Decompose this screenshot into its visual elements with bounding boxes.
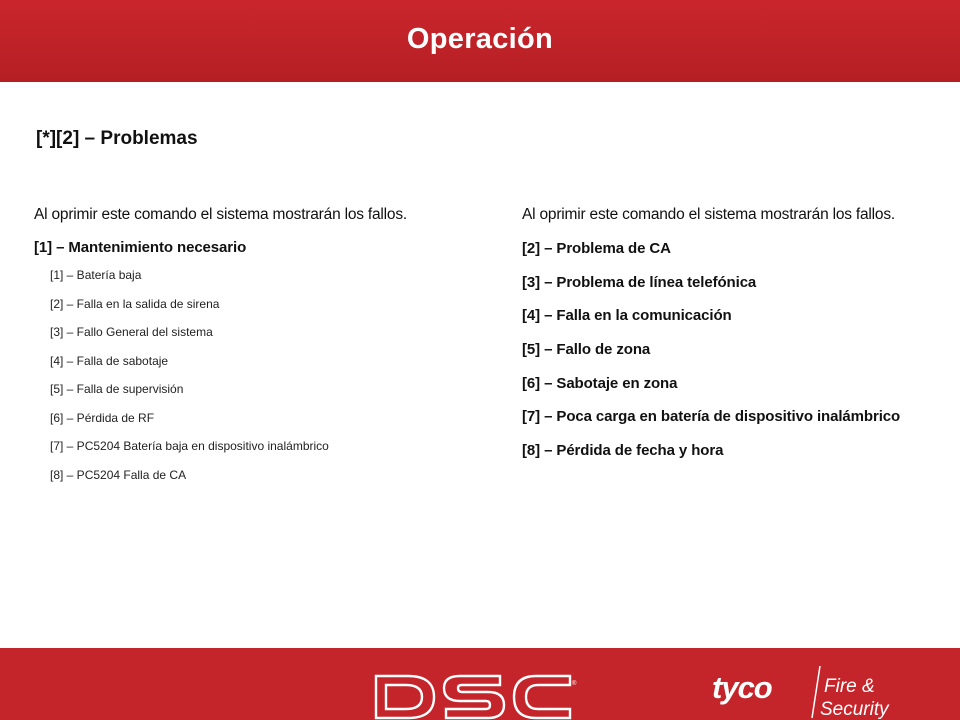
- left-heading: [1] – Mantenimiento necesario: [34, 239, 247, 256]
- left-column: [34, 205, 474, 496]
- right-intro: Al oprimir este comando el sistema mostrarán los fallos.: [522, 206, 896, 223]
- section-title: [*][2] – Problemas: [36, 128, 198, 149]
- list-item: [8] – PC5204 Falla de CA: [50, 467, 187, 482]
- list-item: [7] – Poca carga en batería de dispositivo inalámbrico: [522, 408, 901, 426]
- list-item: [2] – Falla en la salida de sirena: [50, 296, 220, 311]
- dsc-logo: [374, 674, 580, 720]
- list-item: [1] – Batería baja: [50, 268, 142, 282]
- tyco-logo: [710, 662, 910, 720]
- header-bar: [0, 0, 960, 82]
- list-item: [6] – Pérdida de RF: [50, 410, 155, 425]
- list-item: [7] – PC5204 Batería baja en dispositivo inalámbrico: [50, 439, 329, 453]
- list-item: [4] – Falla en la comunicación: [522, 307, 732, 325]
- tyco-brand-text: tyco: [712, 670, 772, 705]
- list-item: [5] – Fallo de zona: [522, 341, 651, 359]
- maintenance-list: [34, 268, 474, 482]
- list-item: [3] – Problema de línea telefónica: [522, 273, 757, 291]
- security-text: Security: [820, 699, 889, 720]
- left-intro: Al oprimir este comando el sistema mostrarán los fallos.: [34, 206, 408, 223]
- list-item: [4] – Falla de sabotaje: [50, 353, 169, 368]
- fire-text: Fire &: [824, 676, 875, 697]
- page-title: Operación: [406, 22, 554, 55]
- list-item: [2] – Problema de CA: [522, 240, 671, 257]
- svg-text:®: ®: [572, 681, 577, 687]
- list-item: [6] – Sabotaje en zona: [522, 374, 678, 392]
- list-item: [8] – Pérdida de fecha y hora: [522, 442, 724, 460]
- logo-divider: [812, 666, 820, 718]
- list-item: [3] – Fallo General del sistema: [50, 325, 213, 339]
- right-column: [522, 205, 952, 475]
- trouble-list: [522, 239, 952, 460]
- list-item: [5] – Falla de supervisión: [50, 382, 184, 396]
